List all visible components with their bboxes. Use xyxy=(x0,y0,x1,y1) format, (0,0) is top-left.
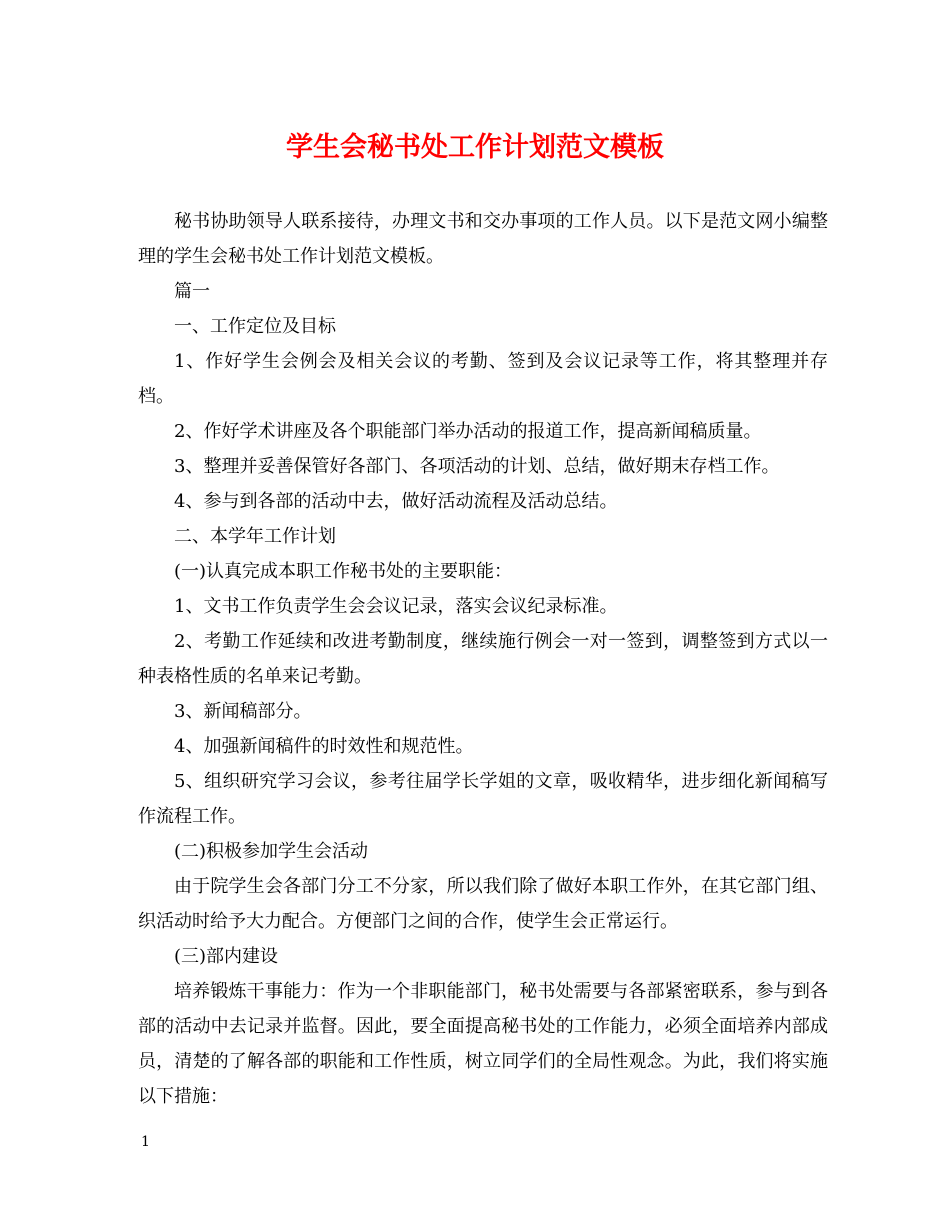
paragraph-training: 培养锻炼干事能力：作为一个非职能部门，秘书处需要与各部紧密联系，参与到各部的活动中去记录并监督。因此，要全面提高秘书处的工作能力，必须全面培养内部成员，清楚的了解各部的职能和工作性质，树立同学们的全局性观念。为此，我们将实施以下措施： xyxy=(138,981,828,1107)
list-item: 3、整理并妥善保管好各部门、各项活动的计划、总结，做好期末存档工作。 xyxy=(174,456,780,477)
subheading-internal-building: (三)部内建设 xyxy=(174,946,279,967)
list-item: 2、作好学术讲座及各个职能部门举办活动的报道工作，提高新闻稿质量。 xyxy=(174,421,762,442)
heading-work-positioning: 一、工作定位及目标 xyxy=(174,316,336,337)
document-title: 学生会秘书处工作计划范文模板 xyxy=(286,132,664,163)
list-item: 5、组织研究学习会议，参考往届学长学姐的文章，吸收精华，进步细化新闻稿写作流程工作。 xyxy=(138,771,828,827)
heading-annual-plan: 二、本学年工作计划 xyxy=(174,526,336,547)
page-number: 1 xyxy=(141,1134,150,1150)
list-item: 1、作好学生会例会及相关会议的考勤、签到及会议记录等工作，将其整理并存档。 xyxy=(138,351,828,407)
section-label-part-one: 篇一 xyxy=(174,281,210,302)
list-item: 4、加强新闻稿件的时效性和规范性。 xyxy=(174,736,474,757)
paragraph-intro: 秘书协助领导人联系接待，办理文书和交办事项的工作人员。以下是范文网小编整理的学生会秘书处工作计划范文模板。 xyxy=(138,211,828,267)
list-item: 2、考勤工作延续和改进考勤制度，继续施行例会一对一签到，调整签到方式以一种表格性质的名单来记考勤。 xyxy=(138,631,828,687)
subheading-main-duties: (一)认真完成本职工作秘书处的主要职能： xyxy=(174,561,513,582)
paragraph-cooperation: 由于院学生会各部门分工不分家，所以我们除了做好本职工作外，在其它部门组、织活动时给予大力配合。方便部门之间的合作，使学生会正常运行。 xyxy=(138,876,828,932)
subheading-activities: (二)积极参加学生会活动 xyxy=(174,841,369,862)
list-item: 3、新闻稿部分。 xyxy=(174,701,312,722)
list-item: 4、参与到各部的活动中去，做好活动流程及活动总结。 xyxy=(174,491,618,512)
list-item: 1、文书工作负责学生会会议记录，落实会议纪录标准。 xyxy=(174,596,618,617)
document-body xyxy=(138,204,828,1114)
